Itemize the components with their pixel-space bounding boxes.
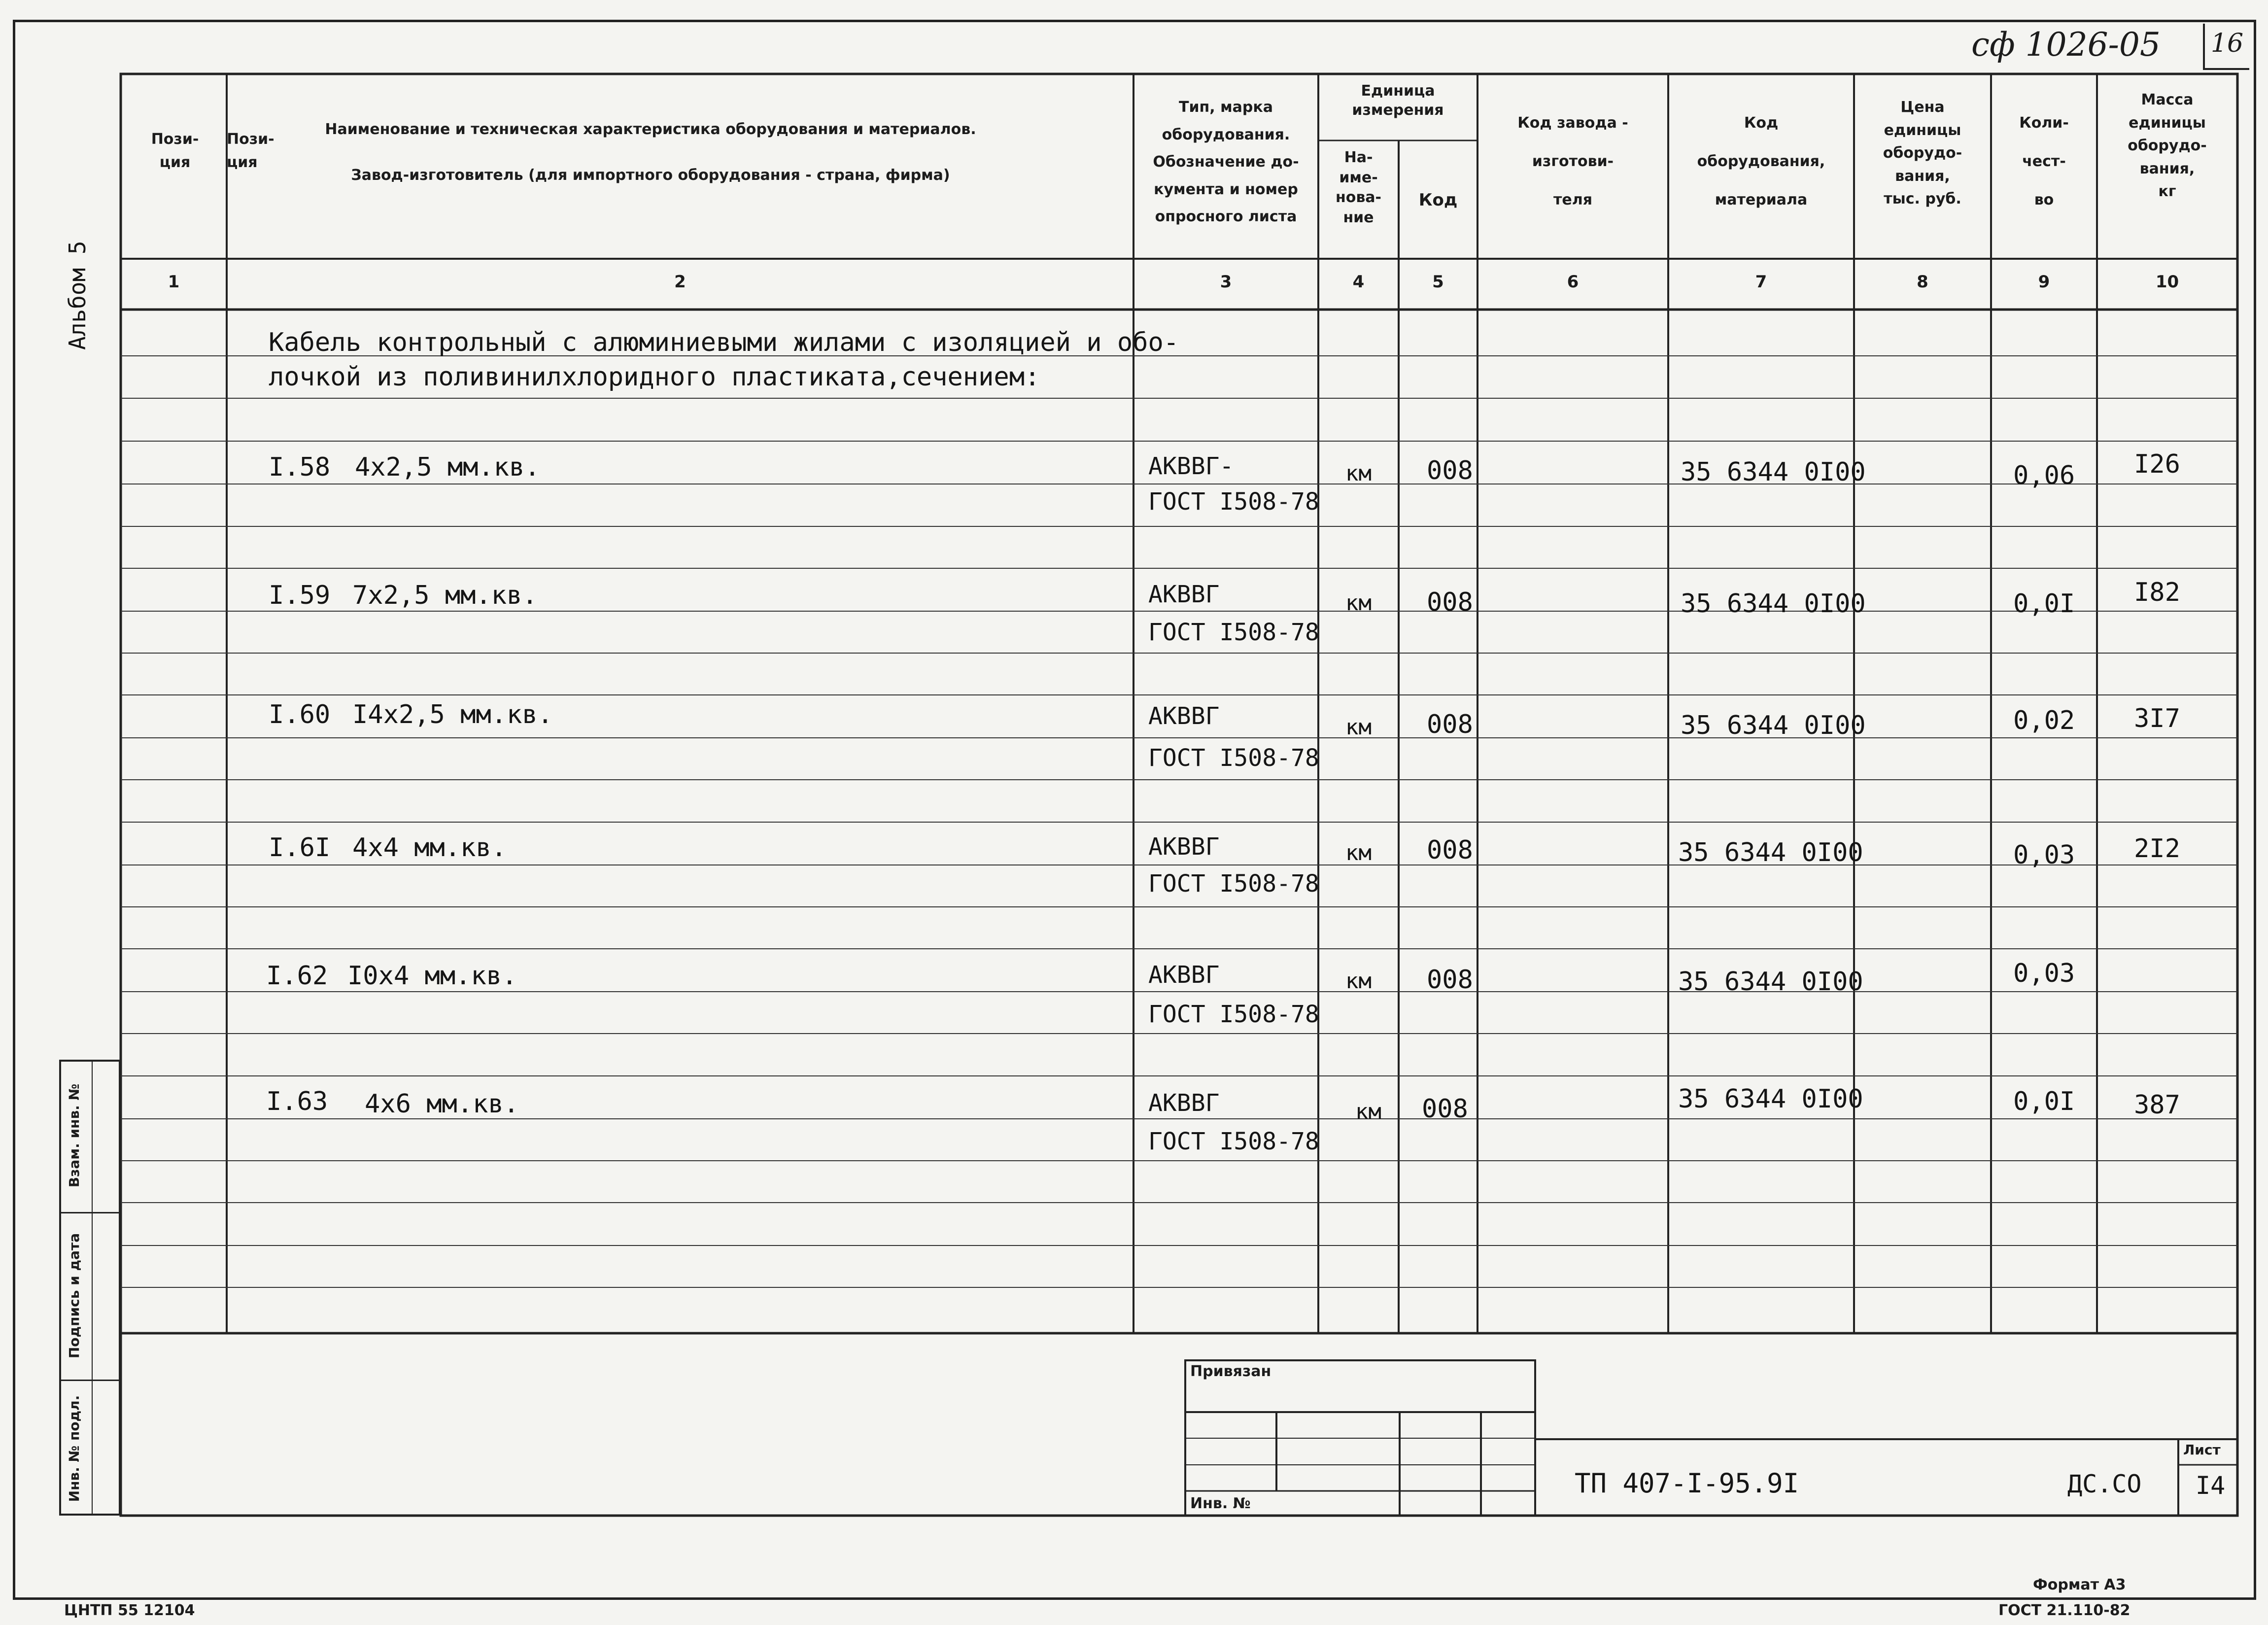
- row-standard: ГОСТ I508-78: [1148, 870, 1319, 898]
- row-unit: км: [1345, 840, 1372, 865]
- row-position: I.58: [269, 452, 331, 482]
- column-number: 6: [1567, 272, 1579, 292]
- row-quantity: 0,03: [2013, 959, 2075, 988]
- section-intro-line-2: лочкой из поливинилхлоридного пластиката,сечением:: [269, 362, 1040, 392]
- section-intro-line-1: Кабель контрольный с алюминиевыми жилами с изоляцией и обо-: [269, 328, 1179, 357]
- row-unit: км: [1345, 461, 1372, 486]
- row-quantity: 0,0I: [2013, 589, 2075, 619]
- column-number: 8: [1917, 272, 1928, 292]
- row-quantity: 0,06: [2013, 461, 2075, 490]
- row-position: I.62: [266, 961, 328, 991]
- sheet-number: I4: [2196, 1471, 2226, 1500]
- row-unit-code: 008: [1427, 588, 1473, 617]
- row-type: АКВВГ: [1148, 581, 1220, 608]
- column-number: 10: [2155, 272, 2179, 292]
- row-name: I0х4 мм.кв.: [347, 961, 517, 991]
- row-equipment-code: 35 6344 0I00: [1678, 1084, 1863, 1114]
- header-equipment-code: Код оборудования, материала: [1697, 114, 1825, 208]
- header-name: Наименование и техническая характеристика оборудования и материалов. Завод-изготовитель (для импортного оборудования - страна, фирма): [325, 121, 976, 184]
- column-number: 4: [1352, 272, 1365, 292]
- gost-label: ГОСТ 21.110-82: [1998, 1602, 2131, 1619]
- header-type: Тип, марка оборудования. Обозначение до- кумента и номер опросного листа: [1153, 99, 1299, 225]
- format-label: Формат А3: [2033, 1576, 2126, 1593]
- row-unit-code: 008: [1422, 1094, 1468, 1124]
- row-unit: км: [1345, 968, 1372, 994]
- linked-label: Привязан: [1190, 1363, 1271, 1380]
- column-number: 9: [2038, 272, 2050, 292]
- row-quantity: 0,02: [2013, 706, 2075, 735]
- row-unit: км: [1345, 590, 1372, 616]
- row-equipment-code: 35 6344 0I00: [1678, 838, 1863, 867]
- row-unit: км: [1355, 1099, 1381, 1124]
- row-name: 7х2,5 мм.кв.: [352, 581, 538, 610]
- sheet-label: Лист: [2183, 1442, 2221, 1458]
- row-mass: I82: [2134, 578, 2180, 607]
- row-standard: ГОСТ I508-78: [1148, 1128, 1319, 1155]
- row-quantity: 0,0I: [2013, 1087, 2075, 1116]
- header-position: Пози- ция: [151, 131, 199, 171]
- row-type: АКВВГ: [1148, 961, 1220, 989]
- column-number: 1: [168, 272, 180, 292]
- row-position: I.59: [269, 581, 331, 610]
- row-standard: ГОСТ I508-78: [1148, 488, 1319, 516]
- row-position: I.60: [269, 700, 331, 729]
- header-unit-name: На- име- нова- ние: [1335, 149, 1382, 226]
- row-name: 4х4 мм.кв.: [352, 833, 507, 863]
- document-code-handwritten: сф 1026-05: [1971, 26, 2161, 64]
- header-unit-code: Код: [1418, 190, 1458, 210]
- row-type: АКВВГ: [1148, 702, 1220, 730]
- row-equipment-code: 35 6344 0I00: [1678, 967, 1863, 997]
- row-equipment-code: 35 6344 0I00: [1681, 589, 1866, 619]
- header-manufacturer-code: Код завода - изготови- теля: [1517, 114, 1628, 208]
- row-unit-code: 008: [1427, 965, 1473, 995]
- row-mass: 2I2: [2134, 834, 2180, 864]
- column-number: 2: [674, 272, 686, 292]
- row-name: I4х2,5 мм.кв.: [352, 700, 553, 729]
- album-label: Альбом 5: [64, 241, 91, 350]
- row-unit-code: 008: [1427, 835, 1473, 865]
- header-unit-mass: Масса единицы оборудо- вания, кг: [2128, 91, 2207, 200]
- row-standard: ГОСТ I508-78: [1148, 744, 1319, 772]
- document-section: ДС.СО: [2067, 1470, 2142, 1498]
- row-position: I.63: [266, 1087, 328, 1116]
- row-mass: 387: [2134, 1090, 2180, 1120]
- row-quantity: 0,03: [2013, 840, 2075, 870]
- row-standard: ГОСТ I508-78: [1148, 619, 1319, 646]
- corner-mark: 16: [2210, 29, 2244, 58]
- row-position: I.6I: [269, 833, 331, 863]
- replace-inv-label: Взам. инв. №: [66, 1083, 82, 1188]
- row-type: АКВВГ: [1148, 1089, 1220, 1117]
- column-number: 3: [1220, 272, 1232, 292]
- header-quantity: Коли- чест- во: [2019, 114, 2069, 208]
- row-equipment-code: 35 6344 0I00: [1681, 457, 1866, 487]
- row-unit-code: 008: [1427, 456, 1473, 485]
- row-type: АКВВГ: [1148, 833, 1220, 861]
- column-number: 7: [1755, 272, 1767, 292]
- row-mass: 3I7: [2134, 704, 2180, 733]
- row-unit-code: 008: [1427, 710, 1473, 739]
- row-type: АКВВГ-: [1148, 452, 1234, 480]
- row-mass: I26: [2134, 449, 2180, 479]
- footer-left-code: ЦНТП 55 12104: [64, 1602, 195, 1619]
- row-unit: км: [1345, 715, 1372, 740]
- signature-date-label: Подпись и дата: [66, 1233, 82, 1359]
- header-unit-price: Цена единицы оборудо- вания, тыс. руб.: [1883, 99, 1962, 207]
- inventory-label: Инв. №: [1190, 1495, 1251, 1512]
- row-name: 4х2,5 мм.кв.: [355, 452, 540, 482]
- header-unit-group: Единица измерения: [1352, 82, 1444, 119]
- row-standard: ГОСТ I508-78: [1148, 1001, 1319, 1028]
- column-number: 5: [1432, 272, 1444, 292]
- document-number: ТП 407-I-95.9I: [1575, 1468, 1799, 1499]
- row-equipment-code: 35 6344 0I00: [1681, 711, 1866, 740]
- original-inv-label: Инв. № подл.: [66, 1395, 82, 1502]
- row-name: 4х6 мм.кв.: [365, 1089, 519, 1119]
